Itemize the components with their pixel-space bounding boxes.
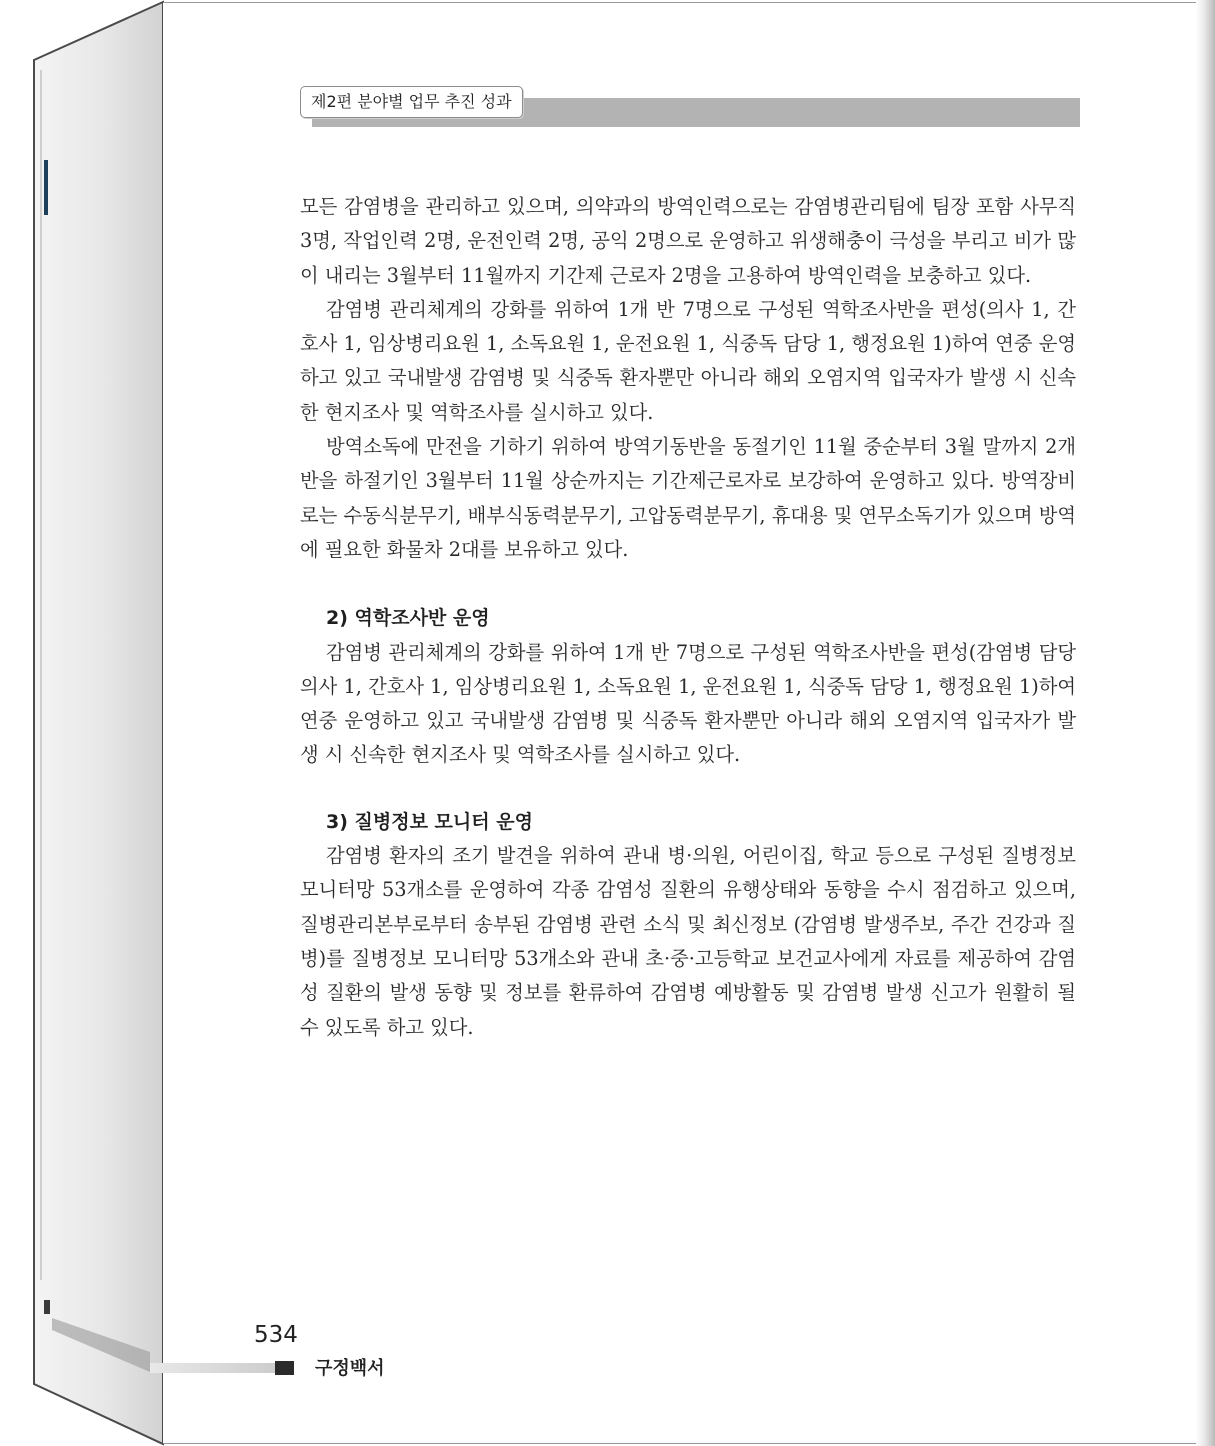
page-edge-shadow [1196,0,1215,1446]
page-number: 534 [254,1322,298,1348]
book-spine [0,0,170,1446]
section-header-tab: 제2편 분야별 업무 추진 성과 [300,86,523,118]
paragraph-epidemiology: 감염병 관리체계의 강화를 위하여 1개 반 7명으로 구성된 역학조사반을 편성(의사 1, 간호사 1, 임상병리요원 1, 소독요원 1, 운전요원 1, 식중독 담당 1, 행정요원 1)하여 연중 운영하고 있고 국내발생 감염병 및 식중독 환자뿐만 아니라 해외 오염지역 입국자가 발생 시 신속한 현지조사 및 역학조사를 실시하고 있다. [300,297,1076,424]
body-content [300,190,1076,1045]
section-2-text: 감염병 관리체계의 강화를 위하여 1개 반 7명으로 구성된 역학조사반을 편성(감염병 담당의사 1, 간호사 1, 임상병리요원 1, 소독요원 1, 운전요원 1, 식중독 담당 1, 행정요원 1)하여 연중 운영하고 있고 국내발생 감염병 및 식중독 환자뿐만 아니라 해외 오염지역 입국자가 발생 시 신속한 현지조사 및 역학조사를 실시하고 있다. [300,640,1076,767]
footer-line [150,1363,275,1373]
intro-paragraph: 모든 감염병을 관리하고 있으며, 의약과의 방역인력으로는 감염병관리팀에 팀장 포함 사무직 3명, 작업인력 2명, 운전인력 2명, 공익 2명으로 운영하고 위생해충이 극성을 부리고 비가 많이 내리는 3월부터 11월까지 기간제 근로자 2명을 고용하여 방역인력을 보충하고 있다. [300,195,1076,287]
book-title: 구정백서 [315,1358,385,1379]
paragraph-disinfection: 방역소독에 만전을 기하기 위하여 방역기동반을 동절기인 11월 중순부터 3월 말까지 2개 반을 하절기인 3월부터 11월 상순까지는 기간제근로자로 보강하여 운영하고 있다. 방역장비로는 수동식분무기, 배부식동력분무기, 고압동력분무기, 휴대용 및 연무소독기가 있으며 방역에 필요한 화물차 2대를 보유하고 있다. [300,435,1076,561]
section-3-text: 감염병 환자의 조기 발견을 위하여 관내 병·의원, 어린이집, 학교 등으로 구성된 질병정보 모니터망 53개소를 운영하여 각종 감염성 질환의 유행상태와 동향을 수시 점검하고 있으며, 질병관리본부로부터 송부된 감염병 관련 소식 및 최신정보 (감염병 발생주보, 주간 건강과 질병)를 질병정보 모니터망 53개소와 관내 초·중·고등학교 보건교사에게 자료를 제공하여 감염성 질환의 발생 동향 및 정보를 환류하여 감염병 예방활동 및 감염병 발생 신고가 원활히 될 수 있도록 하고 있다. [300,844,1076,1039]
section-2-heading: 2) 역학조사반 운영 [326,607,490,630]
footer-square-mark [275,1361,294,1375]
section-3-heading: 3) 질병정보 모니터 운영 [326,810,533,833]
